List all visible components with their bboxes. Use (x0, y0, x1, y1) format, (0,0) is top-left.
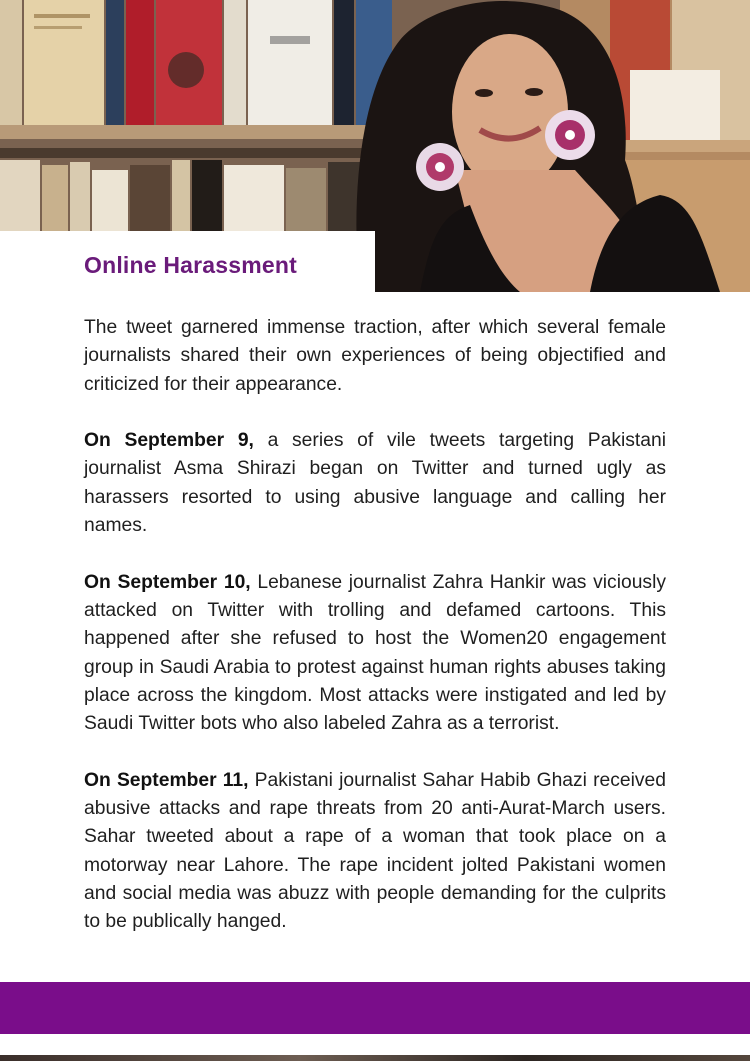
paragraph-text: Pakistani journalist Sahar Habib Ghazi received abusive attacks and rape threats from 20 anti-Aurat-March users. Sahar tweeted about a rape of a woman that took place on a motorway near Lahore. The rape incident jolted Pakistani women and social media was abuzz with people demanding for the culprits to be publically hanged. (84, 769, 666, 933)
footer-accent-band (0, 982, 750, 1034)
paragraph-text: Lebanese journalist Zahra Hankir was viciously attacked on Twitter with trolling and defamed cartoons. This happened after she refused to host the Women20 engagement group in Saudi Arabia to protest against human rights abuses taking place across the kingdom. Most attacks were instigated and led by Saudi Twitter bots who also labeled Zahra as a terrorist. (84, 571, 666, 735)
article-body (84, 314, 666, 965)
paragraph-text: a series of vile tweets targeting Pakistani journalist Asma Shirazi began on Twitter and turned ugly as harassers resorted to using abusive language and calling her names. (84, 430, 666, 537)
paragraph-september-11 (84, 767, 666, 937)
paragraph-september-9 (84, 427, 666, 540)
paragraph-september-10 (84, 569, 666, 739)
paragraph-text: The tweet garnered immense traction, after which several female journalists shared their own experiences of being objectified and criticized for their appearance. (84, 317, 666, 395)
section-title: Online Harassment (84, 252, 298, 278)
bottom-photo-strip (0, 1055, 750, 1061)
paragraph-lead: On September 10, (84, 571, 251, 593)
paragraph-lead: On September 11, (84, 769, 249, 791)
paragraph-lead: On September 9, (84, 430, 254, 452)
paragraph-intro (84, 314, 666, 399)
